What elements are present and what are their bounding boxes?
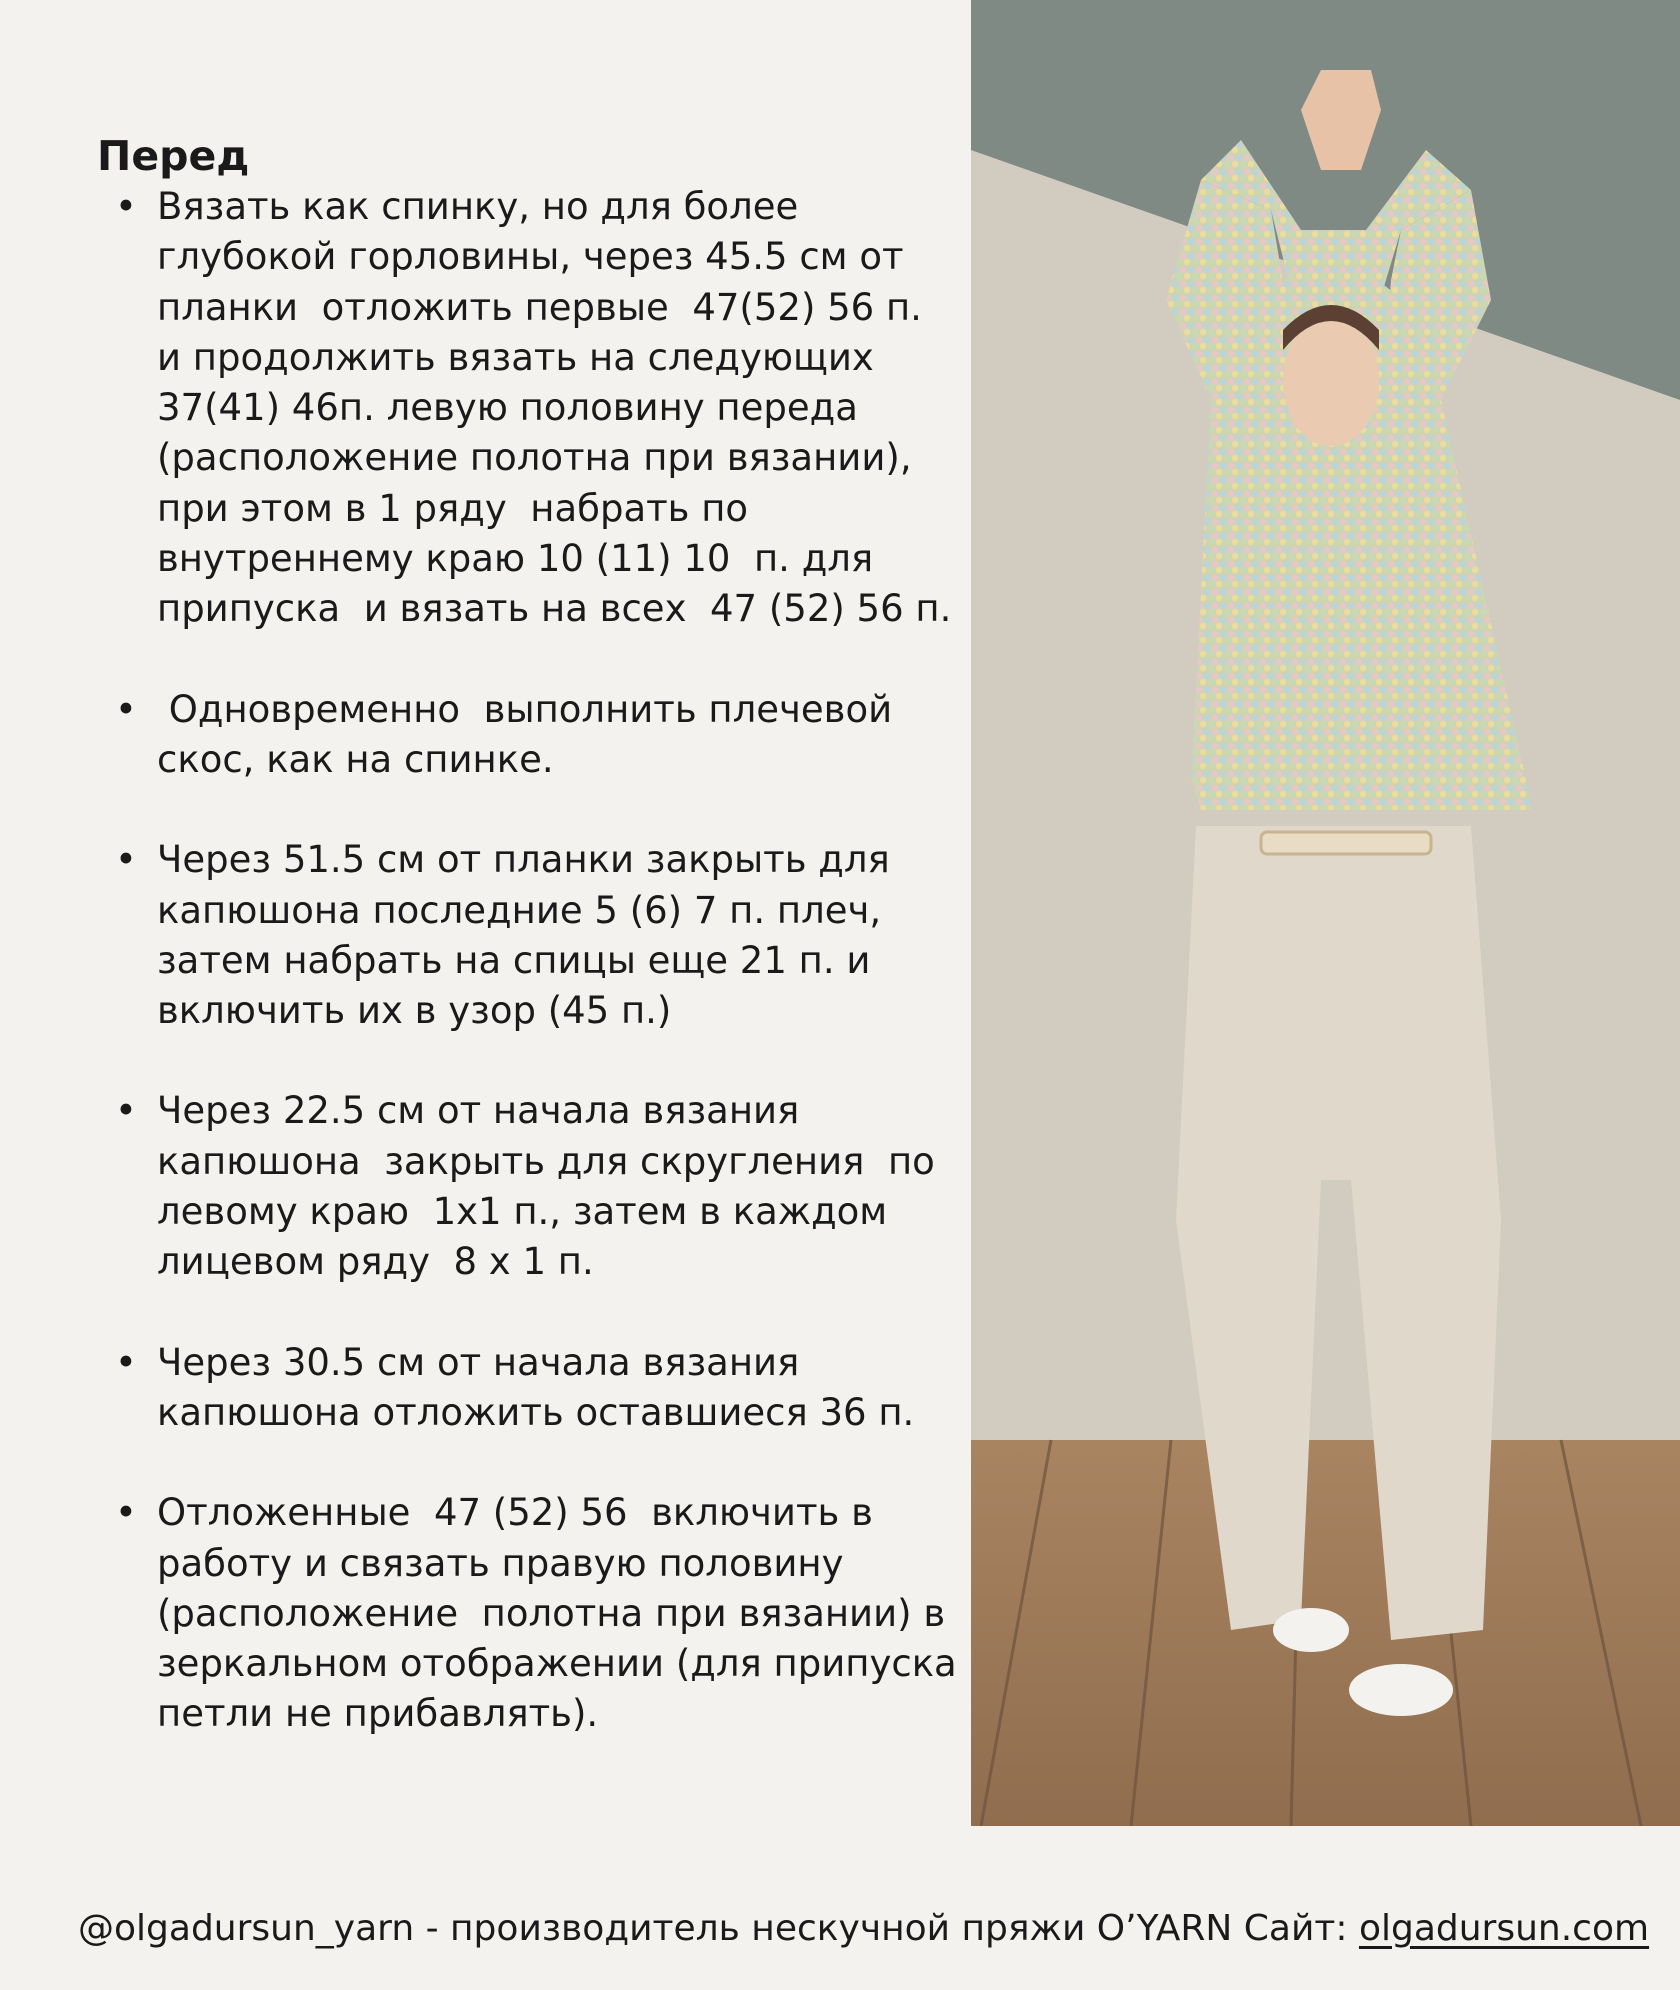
footer-text: @olgadursun_yarn - производитель нескучной пряжи O’YARN Сайт:: [78, 1908, 1359, 1949]
list-item-text: Отложенные 47 (52) 56 включить в работу и связать правую половину (расположение полотна при вязании) в зеркальном отображении (для припуска петли не прибавлять).: [157, 1491, 969, 1736]
page-title: Перед: [97, 132, 250, 180]
instruction-list: [97, 182, 969, 1790]
left-shoe: [1273, 1608, 1349, 1652]
list-item: [97, 1086, 957, 1287]
bullet-icon: •: [115, 185, 137, 228]
list-item-text: Через 51.5 см от планки закрыть для капюшона последние 5 (6) 7 п. плеч, затем набрать на спицы еще 21 п. и включить их в узор (45 п.): [157, 838, 902, 1033]
bullet-icon: •: [115, 1491, 137, 1535]
bullet-icon: •: [115, 1089, 137, 1133]
list-item-text: Одновременно выполнить плечевой скос, как на спинке.: [157, 687, 904, 781]
footer: [78, 1904, 1650, 1954]
list-item: [97, 685, 957, 786]
website-link[interactable]: olgadursun.com: [1358, 1908, 1650, 1949]
list-item: [97, 182, 957, 635]
belt: [1261, 832, 1431, 854]
bullet-icon: •: [115, 838, 137, 882]
list-item-text: Через 30.5 см от начала вязания капюшона отложить оставшиеся 36 п.: [157, 1340, 915, 1434]
list-item-text: Через 22.5 см от начала вязания капюшона закрыть для скругления по левому краю 1х1 п., затем в каждом лицевом ряду 8 х 1 п.: [157, 1089, 947, 1284]
list-item: [97, 1488, 969, 1739]
model-photo-illustration: [971, 0, 1680, 1826]
list-item: [97, 835, 957, 1036]
bullet-icon: •: [115, 687, 137, 731]
list-item-text: Вязать как спинку, но для более глубокой горловины, через 45.5 см от планки отложить первые 47(52) 56 п. и продолжить вязать на следующих 37(41) 46п. левую половину переда (расположение полотна при вязании), при этом в 1 ряду набрать по внутреннему краю 10 (11) 10 п. для припуска и вязать на всех 47 (52) 56 п.: [157, 185, 952, 631]
bullet-icon: •: [115, 1340, 137, 1384]
model-photo: [971, 0, 1680, 1826]
list-item: [97, 1338, 957, 1439]
right-shoe: [1349, 1664, 1453, 1716]
